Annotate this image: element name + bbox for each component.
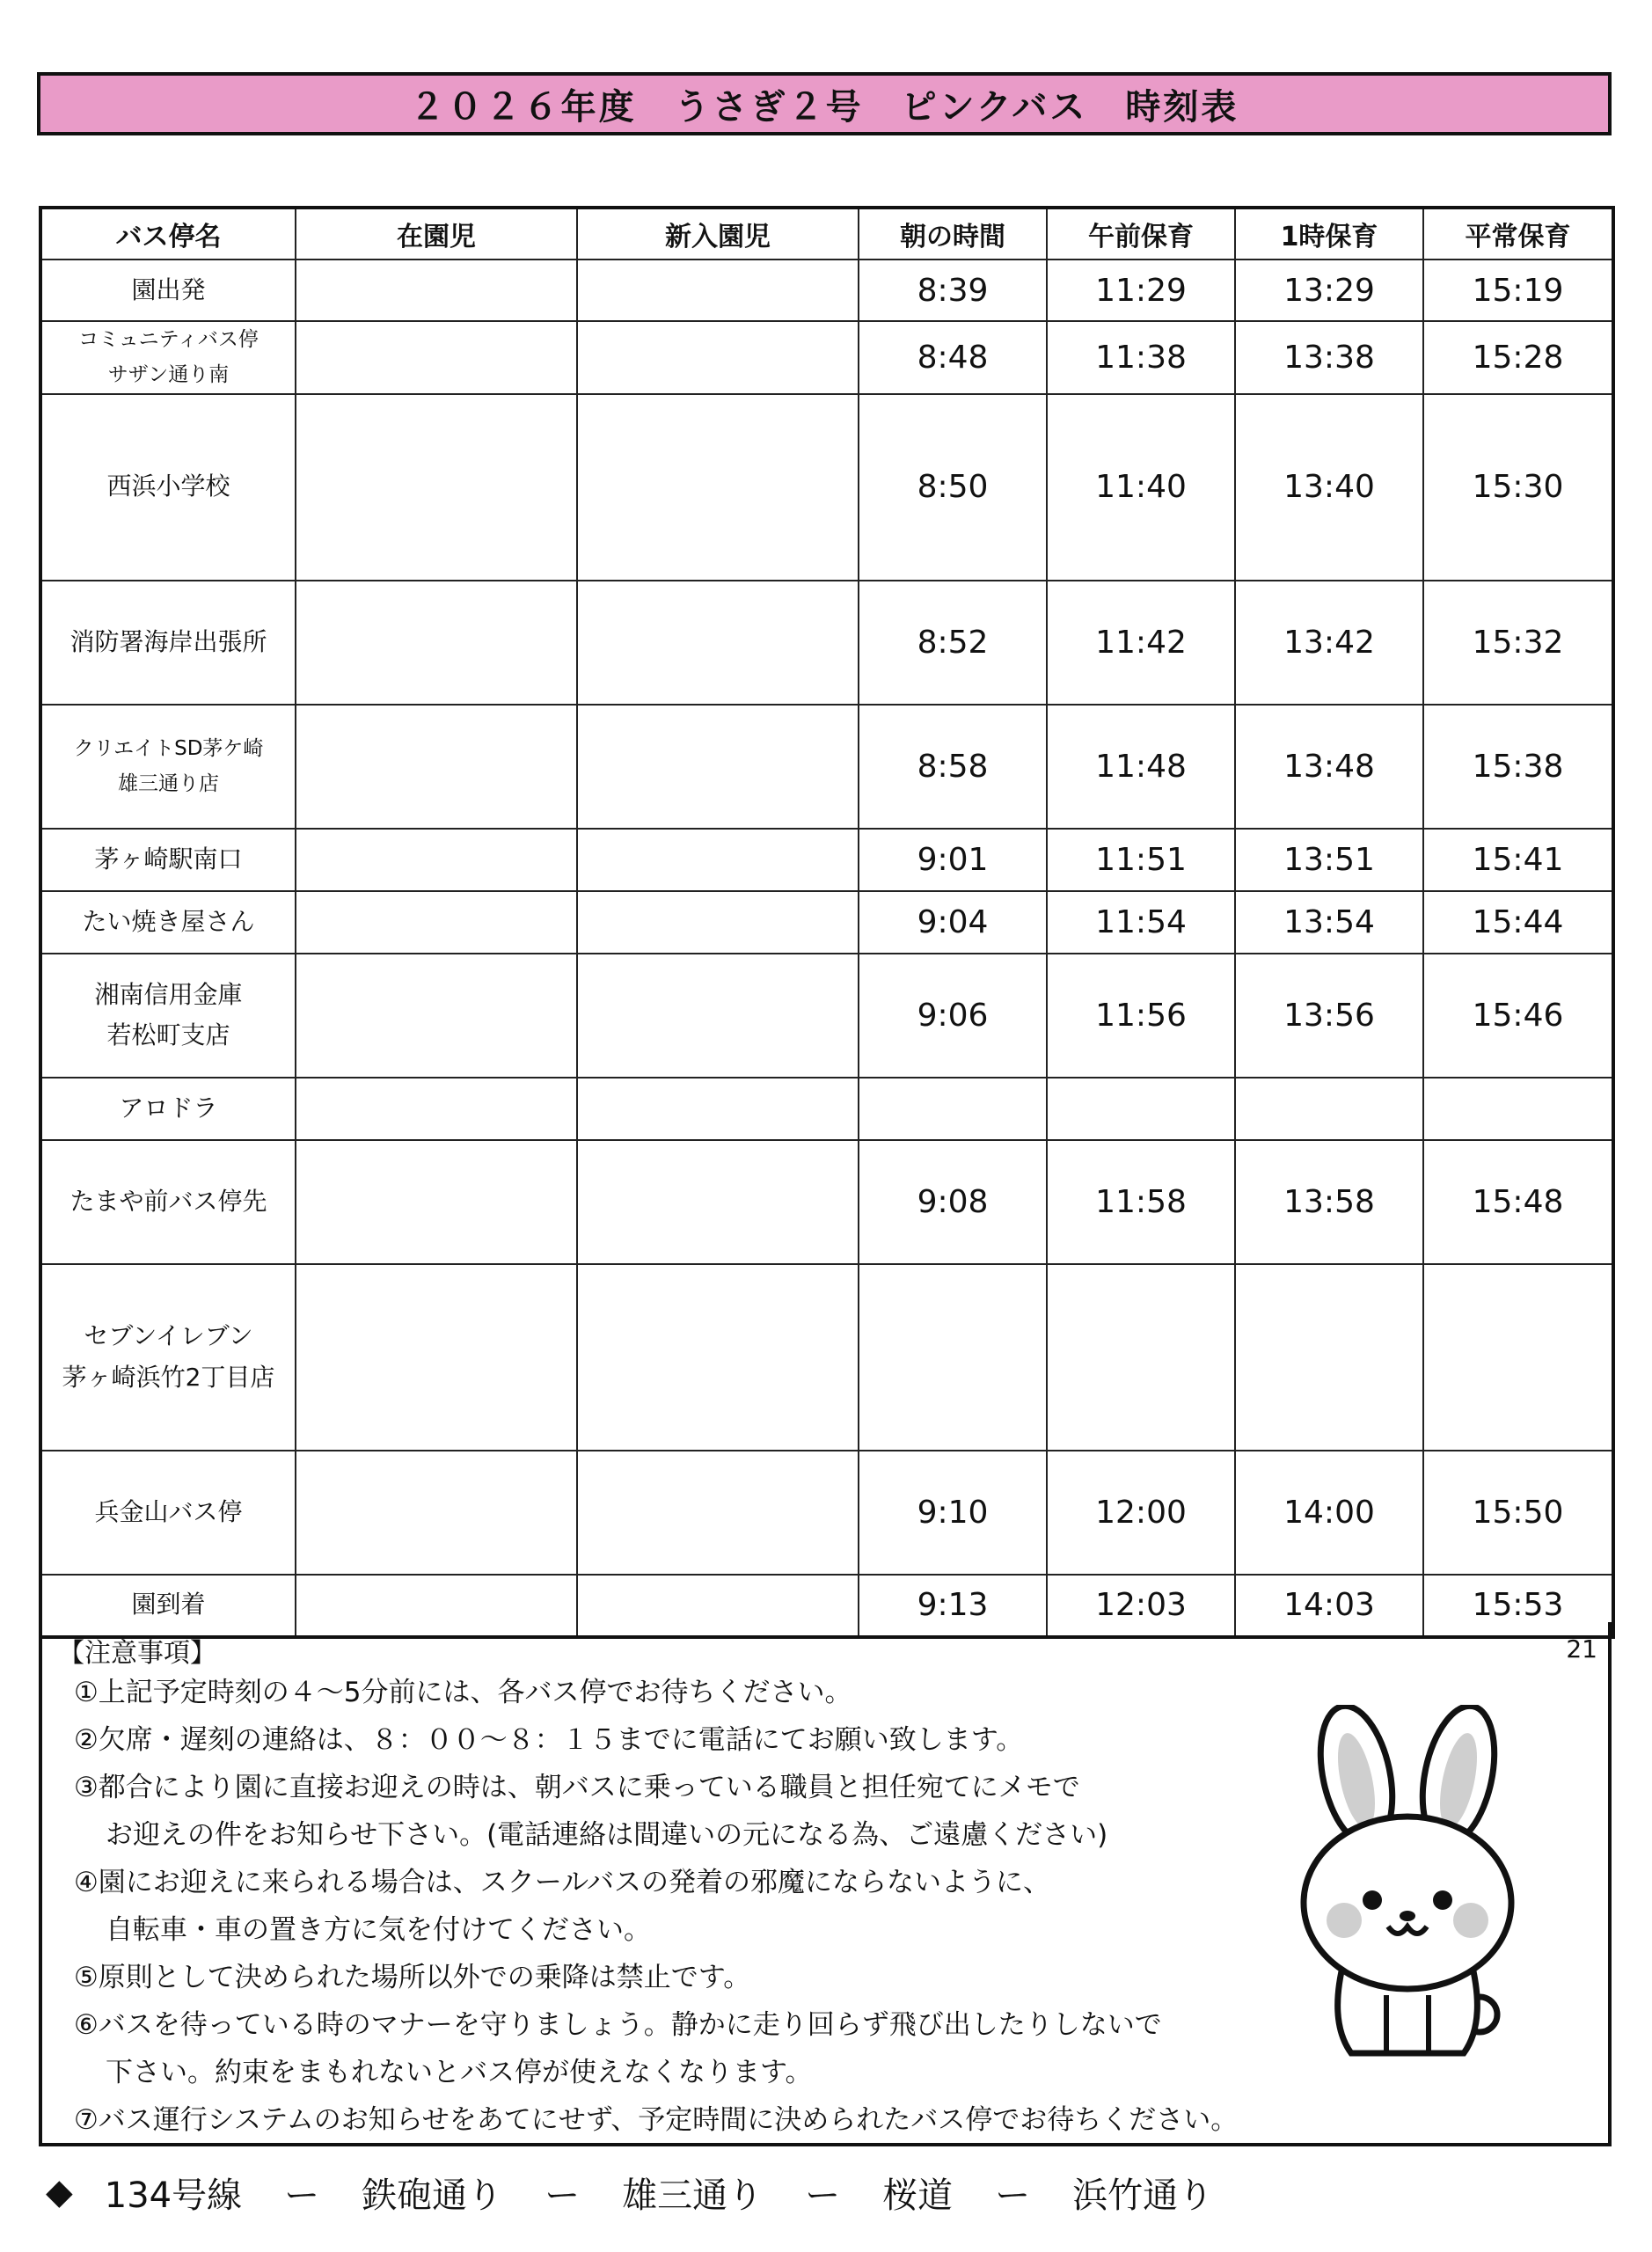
- route-line: [46, 2166, 1213, 2219]
- current-cell: [296, 321, 577, 394]
- time-am: 12:00: [1047, 1451, 1235, 1575]
- time-am: 11:42: [1047, 581, 1235, 705]
- notes-heading: 【注意事項】: [58, 1638, 216, 1669]
- time-regular: 15:32: [1423, 581, 1613, 705]
- time-regular: 15:50: [1423, 1451, 1613, 1575]
- time-regular: 15:41: [1423, 829, 1613, 891]
- table-row: [40, 705, 1613, 829]
- time-am: 11:40: [1047, 394, 1235, 581]
- time-am: 11:38: [1047, 321, 1235, 394]
- time-morning: 8:52: [859, 581, 1047, 705]
- table-row: [40, 891, 1613, 954]
- current-cell: [296, 1078, 577, 1140]
- column-header-current: 在園児: [296, 208, 577, 260]
- note-line: ③都合により園に直接お迎えの時は、朝バスに乗っている職員と担任宛てにメモで: [74, 1772, 1080, 1803]
- time-am: 12:03: [1047, 1575, 1235, 1637]
- time-1pm: 13:42: [1235, 581, 1423, 705]
- new-cell: [577, 1140, 859, 1264]
- route-stop: 134号線: [104, 2175, 243, 2216]
- stop-name: 園到着: [40, 1575, 296, 1637]
- current-cell: [296, 581, 577, 705]
- time-regular: 15:46: [1423, 954, 1613, 1078]
- time-morning: [859, 1078, 1047, 1140]
- time-regular: 15:19: [1423, 260, 1613, 321]
- time-morning: 8:58: [859, 705, 1047, 829]
- note-line: ⑥バスを待っている時のマナーを守りましょう。静かに走り回らず飛び出したりしないで: [74, 2009, 1162, 2041]
- time-am: 11:56: [1047, 954, 1235, 1078]
- stop-name: 消防署海岸出張所: [40, 581, 296, 705]
- time-1pm: 13:58: [1235, 1140, 1423, 1264]
- stop-name: クリエイトSD茅ケ崎 雄三通り店: [40, 705, 296, 829]
- new-cell: [577, 394, 859, 581]
- time-am: [1047, 1264, 1235, 1451]
- time-morning: 9:08: [859, 1140, 1047, 1264]
- current-cell: [296, 891, 577, 954]
- new-cell: [577, 829, 859, 891]
- route-stop: 鉄砲通り: [362, 2175, 503, 2216]
- time-am: 11:58: [1047, 1140, 1235, 1264]
- stop-name: 兵金山バス停: [40, 1451, 296, 1575]
- current-cell: [296, 705, 577, 829]
- table-row: [40, 321, 1613, 394]
- time-regular: 15:48: [1423, 1140, 1613, 1264]
- column-header-new: 新入園児: [577, 208, 859, 260]
- table-row: [40, 954, 1613, 1078]
- time-1pm: 14:00: [1235, 1451, 1423, 1575]
- new-cell: [577, 581, 859, 705]
- table-row: [40, 1264, 1613, 1451]
- note-line: 自転車・車の置き方に気を付けてください。: [106, 1914, 651, 1946]
- time-morning: 9:13: [859, 1575, 1047, 1637]
- note-line: ⑦バス運行システムのお知らせをあてにせず、予定時間に決められたバス停でお待ちください。: [74, 2104, 1239, 2136]
- page-title: ２０２６年度 うさぎ２号 ピンクバス 時刻表: [37, 72, 1612, 135]
- column-header-stop: バス停名: [40, 208, 296, 260]
- new-cell: [577, 705, 859, 829]
- table-row: [40, 1451, 1613, 1575]
- diamond-icon: ◆: [46, 2172, 73, 2212]
- column-header-1pm: 1時保育: [1235, 208, 1423, 260]
- current-cell: [296, 1264, 577, 1451]
- time-1pm: 14:03: [1235, 1575, 1423, 1637]
- stop-name: たい焼き屋さん: [40, 891, 296, 954]
- time-1pm: [1235, 1078, 1423, 1140]
- stop-name: コミュニティバス停 サザン通り南: [40, 321, 296, 394]
- current-cell: [296, 260, 577, 321]
- column-header-regular: 平常保育: [1423, 208, 1613, 260]
- time-1pm: 13:38: [1235, 321, 1423, 394]
- note-line: ①上記予定時刻の４～5分前には、各バス停でお待ちください。: [74, 1677, 852, 1708]
- note-line: お迎えの件をお知らせ下さい。(電話連絡は間違いの元になる為、ご遠慮ください): [106, 1819, 1108, 1851]
- time-am: 11:29: [1047, 260, 1235, 321]
- time-1pm: 13:29: [1235, 260, 1423, 321]
- stop-name: 茅ヶ崎駅南口: [40, 829, 296, 891]
- route-stop: 浜竹通り: [1072, 2175, 1214, 2216]
- new-cell: [577, 260, 859, 321]
- time-morning: 8:50: [859, 394, 1047, 581]
- route-separator: ー: [805, 2175, 841, 2216]
- time-am: [1047, 1078, 1235, 1140]
- stop-name: アロドラ: [40, 1078, 296, 1140]
- time-1pm: 13:51: [1235, 829, 1423, 891]
- time-regular: 15:30: [1423, 394, 1613, 581]
- time-morning: 8:48: [859, 321, 1047, 394]
- route-stop: 雄三通り: [622, 2175, 764, 2216]
- time-am: 11:48: [1047, 705, 1235, 829]
- table-row: [40, 260, 1613, 321]
- new-cell: [577, 1078, 859, 1140]
- header-row: [40, 208, 1613, 260]
- table-row: [40, 1140, 1613, 1264]
- rabbit-illustration-icon: [1276, 1705, 1539, 2074]
- time-morning: 9:10: [859, 1451, 1047, 1575]
- route-stop: 桜道: [882, 2175, 954, 2216]
- current-cell: [296, 394, 577, 581]
- note-line: 下さい。約束をまもれないとバス停が使えなくなります。: [106, 2057, 813, 2088]
- time-regular: 15:53: [1423, 1575, 1613, 1637]
- time-morning: [859, 1264, 1047, 1451]
- table-row: [40, 829, 1613, 891]
- current-cell: [296, 1140, 577, 1264]
- current-cell: [296, 829, 577, 891]
- time-morning: 9:01: [859, 829, 1047, 891]
- time-regular: 15:38: [1423, 705, 1613, 829]
- new-cell: [577, 891, 859, 954]
- time-1pm: 13:54: [1235, 891, 1423, 954]
- time-am: 11:51: [1047, 829, 1235, 891]
- time-regular: 15:28: [1423, 321, 1613, 394]
- stop-name: たまや前バス停先: [40, 1140, 296, 1264]
- current-cell: [296, 954, 577, 1078]
- time-1pm: [1235, 1264, 1423, 1451]
- time-regular: [1423, 1078, 1613, 1140]
- new-cell: [577, 1451, 859, 1575]
- stop-name: 園出発: [40, 260, 296, 321]
- route-separator: ー: [995, 2175, 1031, 2216]
- time-1pm: 13:56: [1235, 954, 1423, 1078]
- timetable: [39, 206, 1615, 1639]
- note-line: ②欠席・遅刻の連絡は、８：００～８：１５までに電話にてお願い致します。: [74, 1724, 1024, 1756]
- new-cell: [577, 1264, 859, 1451]
- route-separator: ー: [284, 2175, 320, 2216]
- time-1pm: 13:48: [1235, 705, 1423, 829]
- time-regular: 15:44: [1423, 891, 1613, 954]
- new-cell: [577, 954, 859, 1078]
- note-line: ⑤原則として決められた場所以外での乗降は禁止です。: [74, 1962, 751, 1993]
- table-row: [40, 581, 1613, 705]
- time-1pm: 13:40: [1235, 394, 1423, 581]
- time-morning: 8:39: [859, 260, 1047, 321]
- table-row: [40, 1078, 1613, 1140]
- time-am: 11:54: [1047, 891, 1235, 954]
- table-row: [40, 394, 1613, 581]
- note-line: ④園にお迎えに来られる場合は、スクールバスの発着の邪魔にならないように、: [74, 1867, 1050, 1898]
- stop-name: 湘南信用金庫 若松町支店: [40, 954, 296, 1078]
- column-header-am: 午前保育: [1047, 208, 1235, 260]
- time-regular: [1423, 1264, 1613, 1451]
- time-morning: 9:06: [859, 954, 1047, 1078]
- column-header-morning: 朝の時間: [859, 208, 1047, 260]
- new-cell: [577, 321, 859, 394]
- route-separator: ー: [545, 2175, 581, 2216]
- stop-name: 西浜小学校: [40, 394, 296, 581]
- time-morning: 9:04: [859, 891, 1047, 954]
- page-number: 21: [1566, 1634, 1597, 1663]
- current-cell: [296, 1451, 577, 1575]
- stop-name: セブンイレブン 茅ヶ崎浜竹2丁目店: [40, 1264, 296, 1451]
